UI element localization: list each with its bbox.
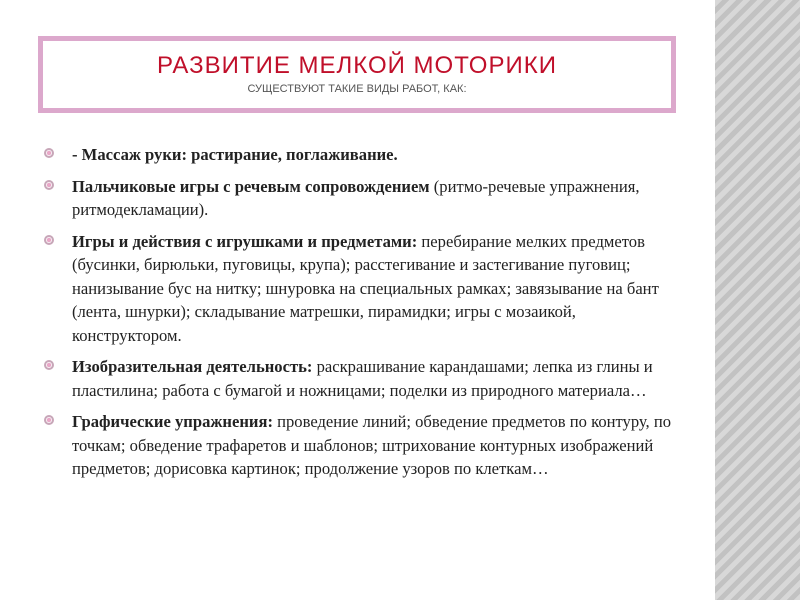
- list-item: [44, 230, 684, 348]
- bullet-icon: [44, 360, 54, 370]
- item-heading: Графические упражнения:: [72, 412, 273, 431]
- item-heading: Изобразительная деятельность:: [72, 357, 313, 376]
- item-body: (ритмо-речевые упражнения, ритмодекламации).: [72, 176, 640, 219]
- item-body: проведение линий; обведение предметов по контуру, по точкам; обведение трафаретов и шаблонов; штрихование контурных изображений предметов; дорисовка картинок; продолжение узоров по клеткам…: [72, 412, 672, 478]
- item-heading: Игры и действия с игрушками и предметами:: [72, 231, 418, 251]
- list-item-text: [72, 410, 684, 481]
- list-item-text: [72, 355, 684, 402]
- decorative-stripe-panel: [715, 0, 800, 600]
- list-item: [44, 355, 684, 402]
- slide-title: РАЗВИТИЕ МЕЛКОЙ МОТОРИКИ: [157, 52, 557, 79]
- title-box: [38, 36, 676, 113]
- bullet-icon: [44, 415, 54, 425]
- bullet-icon: [44, 180, 54, 190]
- bullet-list: [44, 143, 684, 489]
- item-body: раскрашивание карандашами; лепка из глины и пластилина; работа с бумагой и ножницами; поделки из природного материала…: [72, 357, 653, 400]
- bullet-icon: [44, 148, 54, 158]
- item-heading: - Массаж руки: растирание, поглаживание.: [72, 145, 398, 164]
- list-item-text: [72, 143, 684, 167]
- list-item-text: [72, 230, 684, 348]
- list-item: [44, 143, 684, 167]
- list-item-text: [72, 175, 684, 222]
- list-item: [44, 410, 684, 481]
- bullet-icon: [44, 235, 54, 245]
- slide-subtitle: СУЩЕСТВУЮТ ТАКИЕ ВИДЫ РАБОТ, КАК:: [247, 83, 467, 95]
- item-heading: Пальчиковые игры с речевым сопровождением: [72, 176, 430, 196]
- item-body: перебирание мелких предметов (бусинки, бирюльки, пуговицы, крупа); расстегивание и застегивание пуговиц; нанизывание бус на нитку; шнуровка на специальных рамках; завязывание на бант (лента, шнурки); складывание матрешки, пирамидки; игры с мозаикой, конструктором.: [72, 231, 659, 345]
- list-item: [44, 175, 684, 222]
